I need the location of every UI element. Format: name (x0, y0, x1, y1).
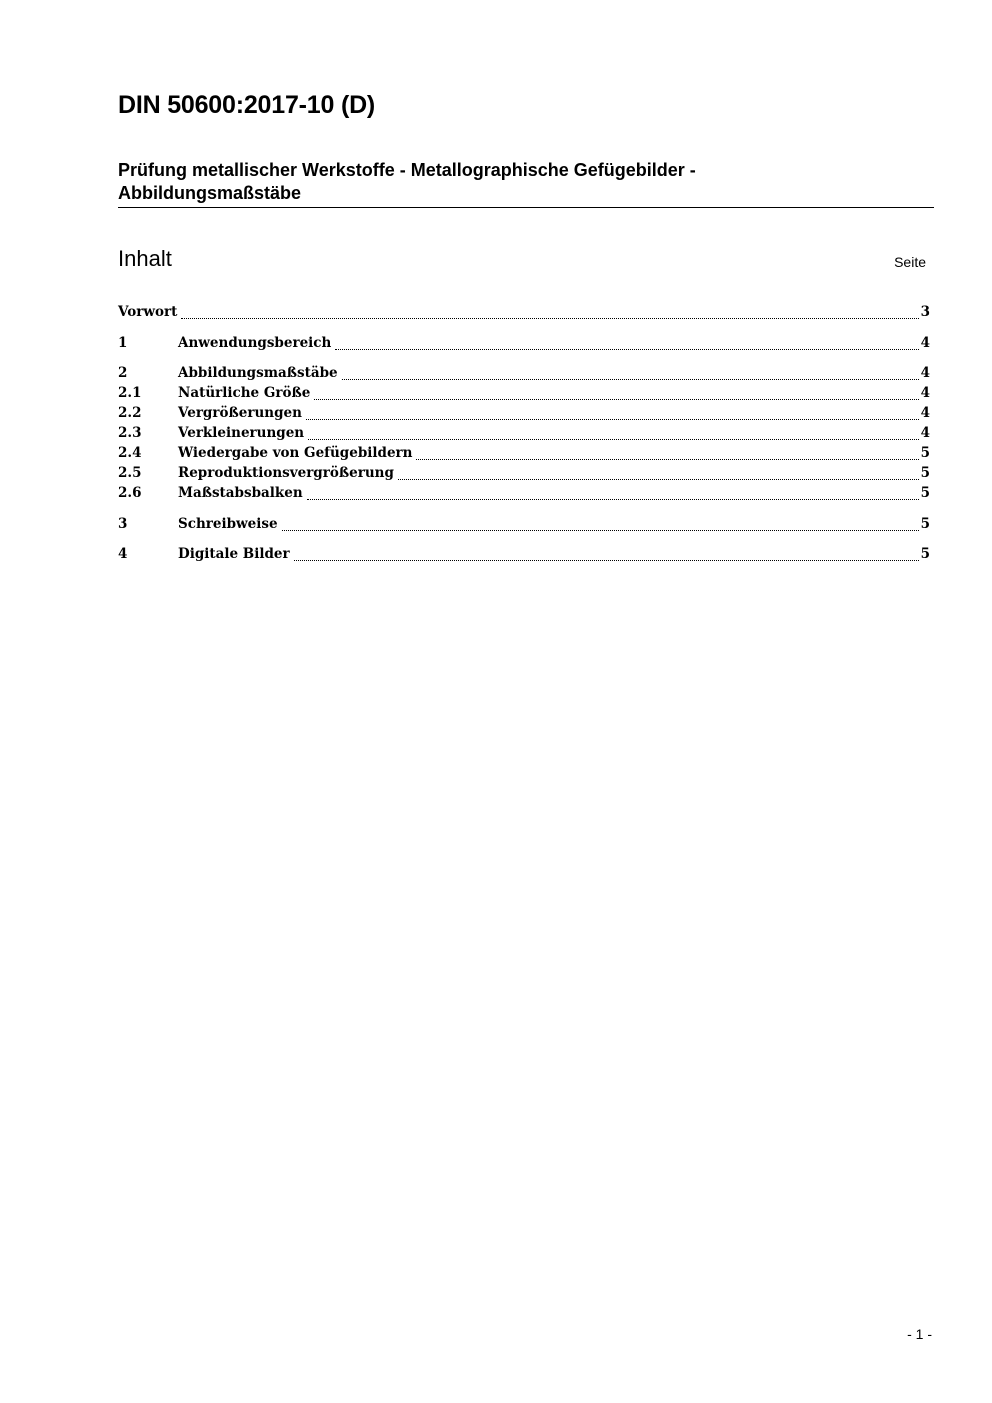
toc-entry-number: 2.4 (118, 445, 142, 461)
toc-entry-natuerliche-groesse[interactable] (118, 383, 930, 403)
dot-leader (307, 489, 919, 503)
toc-entry-number: 3 (118, 515, 128, 532)
toc-entry-page: 4 (920, 425, 930, 441)
toc-entry-page: 5 (920, 485, 930, 501)
toc-entry-abbildungsmassstaebe[interactable] (118, 363, 930, 383)
toc-entry-verkleinerungen[interactable] (118, 423, 930, 443)
dot-leader (342, 369, 919, 383)
document-subtitle-line-1: Prüfung metallischer Werkstoffe - Metallographische Gefügebilder - (118, 160, 696, 180)
toc-entry-title: Anwendungsbereich (178, 334, 332, 351)
toc-entry-page: 5 (920, 546, 930, 562)
toc-entry-number: 2 (118, 365, 128, 381)
toc-entry-page: 4 (920, 385, 930, 401)
toc-entry-wiedergabe-von-gefuegebildern[interactable] (118, 443, 930, 463)
table-of-contents (118, 302, 930, 564)
toc-entry-vergroesserungen[interactable] (118, 403, 930, 423)
toc-entry-title: Schreibweise (178, 515, 278, 532)
dot-leader (416, 449, 918, 463)
document-title: DIN 50600:2017-10 (D) (118, 91, 376, 119)
toc-page-column-label: Seite (894, 254, 926, 270)
toc-entry-title: Vorwort (118, 304, 178, 320)
toc-entry-title: Vergrößerungen (178, 405, 302, 421)
dot-leader (282, 520, 919, 534)
toc-entry-reproduktionsvergroesserung[interactable] (118, 463, 930, 483)
dot-leader (308, 429, 918, 443)
toc-entry-digitale-bilder[interactable] (118, 544, 930, 564)
toc-entry-schreibweise[interactable] (118, 514, 930, 534)
toc-entry-page: 5 (920, 445, 930, 461)
toc-entry-page: 5 (920, 515, 930, 532)
toc-entry-title: Wiedergabe von Gefügebildern (178, 445, 413, 461)
dot-leader (181, 308, 918, 322)
toc-entry-title: Maßstabsbalken (178, 485, 303, 501)
toc-heading: Inhalt (118, 246, 172, 271)
toc-entry-title: Abbildungsmaßstäbe (178, 365, 338, 381)
toc-entry-number: 1 (118, 334, 128, 351)
toc-entry-page: 4 (920, 334, 930, 351)
toc-entry-title: Digitale Bilder (178, 546, 290, 562)
toc-entry-number: 2.1 (118, 385, 142, 401)
dot-leader (314, 389, 918, 403)
toc-entry-title: Verkleinerungen (178, 425, 305, 441)
toc-entry-page: 3 (920, 304, 930, 320)
toc-entry-anwendungsbereich[interactable] (118, 333, 930, 353)
document-subtitle-line-2: Abbildungsmaßstäbe (118, 183, 302, 203)
document-subtitle (118, 159, 934, 208)
toc-entry-title: Natürliche Größe (178, 385, 311, 401)
toc-entry-number: 2.5 (118, 465, 142, 481)
dot-leader (398, 469, 919, 483)
toc-entry-number: 2.6 (118, 485, 142, 501)
toc-entry-page: 4 (920, 365, 930, 381)
toc-entry-massstabsbalken[interactable] (118, 483, 930, 503)
toc-entry-number: 2.2 (118, 405, 142, 421)
toc-entry-vorwort[interactable] (118, 302, 930, 322)
toc-entry-page: 4 (920, 405, 930, 421)
dot-leader (294, 550, 919, 564)
dot-leader (335, 339, 918, 353)
toc-entry-number: 4 (118, 546, 128, 562)
toc-entry-number: 2.3 (118, 425, 142, 441)
toc-entry-page: 5 (920, 465, 930, 481)
toc-entry-title: Reproduktionsvergrößerung (178, 465, 394, 481)
dot-leader (306, 409, 919, 423)
page-number: - 1 - (907, 1326, 932, 1342)
